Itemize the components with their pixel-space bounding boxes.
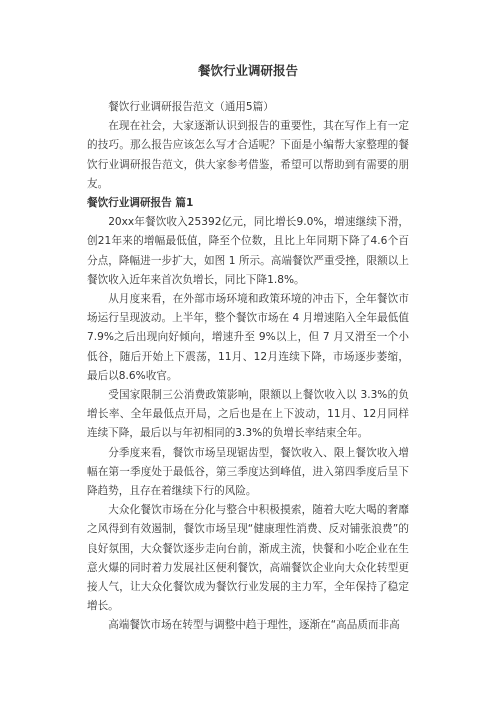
- body-paragraph: 分季度来看，餐饮市场呈现锯齿型，餐饮收入、限上餐饮收入增幅在第一季度处于最低谷，第三季度达到峰值，进入第四季度后呈下降趋势，且存在着继续下行的风险。: [87, 446, 409, 498]
- body-paragraph: 高端餐饮市场在转型与调整中趋于理性，逐渐在“高品质而非高: [108, 619, 400, 632]
- body-paragraph: 从月度来看，在外部市场环境和政策环境的冲击下，全年餐饮市场运行呈现波动。上半年，整个餐饮市场在 4 月增速陷入全年最低值7.9%之后出现向好倾向，增速升至 9%以上，但 7 月又滑至一个小低谷，随后开始上下震荡，11月、12月连续下降，市场逐步萎缩，最后以8.6%收官。: [87, 293, 409, 382]
- document-title: 餐饮行业调研报告: [197, 63, 298, 78]
- document-subtitle: 餐饮行业调研报告范文（通用5篇）: [108, 101, 274, 113]
- body-paragraph: 受国家限制三公消费政策影响，限额以上餐饮收入以 3.3%的负增长率、全年最低点开局，之后也是在上下波动，11月、12月同样连续下降，最后以与年初相同的3.3%的负增长率结束全年。: [87, 389, 409, 440]
- body-paragraph: 大众化餐饮市场在分化与整合中积极摸索，随着大吃大喝的奢靡之风得到有效遏制，餐饮市场呈现“健康理性消费、反对铺张浪费”的良好氛围，大众餐饮逐步走向台前，渐成主流，快餐和小吃企业在生意火爆的同时着力发展社区便利餐饮，高端餐饮企业向大众化转型更接人气，让大众化餐饮成为餐饮行业发展的主力军，全年保持了稳定增长。: [87, 504, 409, 613]
- section-heading: 餐饮行业调研报告 篇1: [87, 197, 194, 210]
- body-paragraph: 20xx年餐饮收入25392亿元，同比增长9.0%，增速继续下滑，创21年来的增幅最低值，降至个位数，且比上年同期下降了4.6个百分点，降幅进一步扩大，如图 1 所示。高端餐饮严重受挫，限额以上餐饮收入近年来首次负增长，同比下降1.8%。: [87, 216, 409, 286]
- intro-paragraph: 在现在社会，大家逐渐认识到报告的重要性，其在写作上有一定的技巧。那么报告应该怎么写才合适呢？下面是小编帮大家整理的餐饮行业调研报告范文，供大家参考借鉴，希望可以帮助到有需要的朋友。: [87, 120, 409, 190]
